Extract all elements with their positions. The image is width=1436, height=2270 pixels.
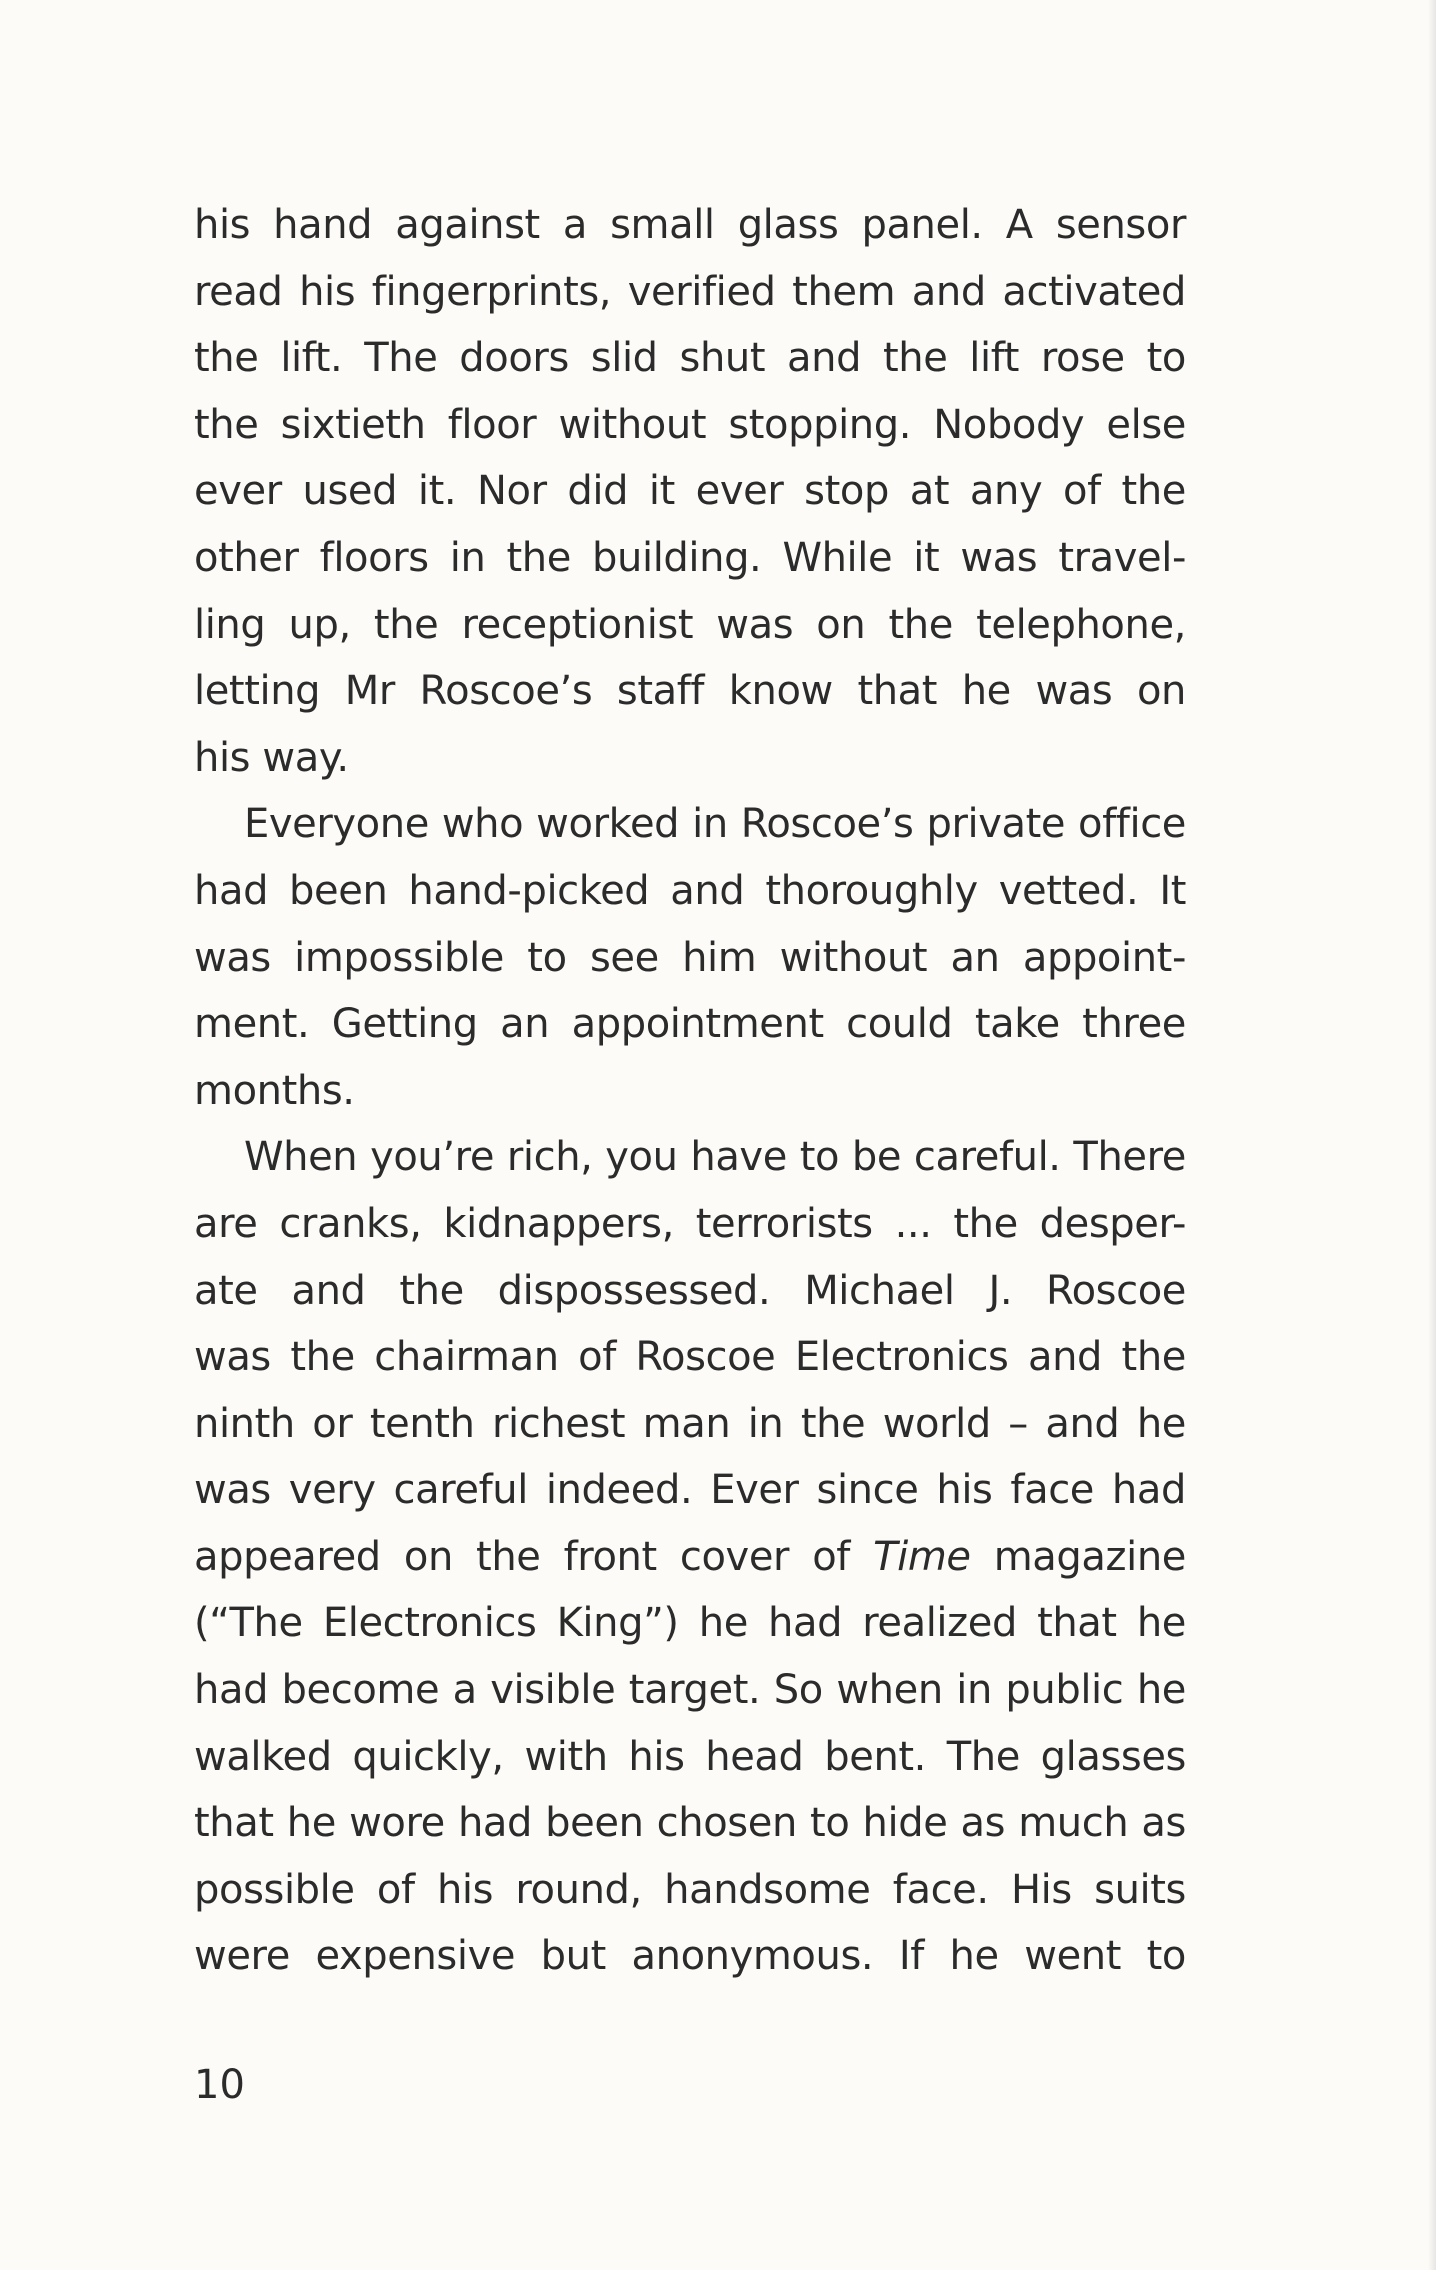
text-line-with-italic-title: appeared on the front cover of Time magazine <box>194 1533 1186 1580</box>
text-line: months. <box>194 1067 355 1114</box>
text-line: ninth or tenth richest man in the world – and he <box>194 1400 1186 1447</box>
text-line: the lift. The doors slid shut and the lift rose to <box>194 335 1186 382</box>
text-line: possible of his round, handsome face. His suits <box>194 1866 1186 1913</box>
text-line: had become a visible target. So when in public he <box>194 1667 1186 1714</box>
body-text <box>194 192 1186 1990</box>
text-line: his way. <box>194 734 349 781</box>
text-line: are cranks, kidnappers, terrorists ... the desper- <box>194 1200 1186 1247</box>
text-line: read his fingerprints, verified them and activated <box>194 268 1186 315</box>
text-line: was very careful indeed. Ever since his face had <box>194 1467 1186 1514</box>
text-line: that he wore had been chosen to hide as much as <box>194 1800 1186 1847</box>
text-line: the sixtieth floor without stopping. Nobody else <box>194 401 1186 448</box>
page-number: 10 <box>194 2062 245 2108</box>
text-line: had been hand-picked and thoroughly vetted. It <box>194 867 1186 914</box>
text-line: his hand against a small glass panel. A sensor <box>194 202 1186 248</box>
paragraph-start-line: Everyone who worked in Roscoe’s private office <box>244 801 1186 848</box>
magazine-title: Time <box>873 1533 971 1580</box>
text-line: letting Mr Roscoe’s staff know that he was on <box>194 668 1186 715</box>
text-line: ever used it. Nor did it ever stop at any of the <box>194 468 1186 515</box>
text-line: (“The Electronics King”) he had realized that he <box>194 1600 1186 1647</box>
page-edge-shadow <box>1428 0 1436 2270</box>
text-line: walked quickly, with his head bent. The glasses <box>194 1733 1186 1780</box>
text-line: ment. Getting an appointment could take three <box>194 1001 1186 1048</box>
text-line: ling up, the receptionist was on the telephone, <box>194 601 1186 648</box>
text-line: was the chairman of Roscoe Electronics and the <box>194 1334 1186 1381</box>
text-line: ate and the dispossessed. Michael J. Roscoe <box>194 1267 1186 1314</box>
text-line: other floors in the building. While it was travel- <box>194 534 1186 581</box>
paragraph-start-line: When you’re rich, you have to be careful. There <box>244 1134 1186 1181</box>
text-line: was impossible to see him without an appoint- <box>194 934 1186 981</box>
text-line: were expensive but anonymous. If he went to <box>194 1933 1186 1980</box>
